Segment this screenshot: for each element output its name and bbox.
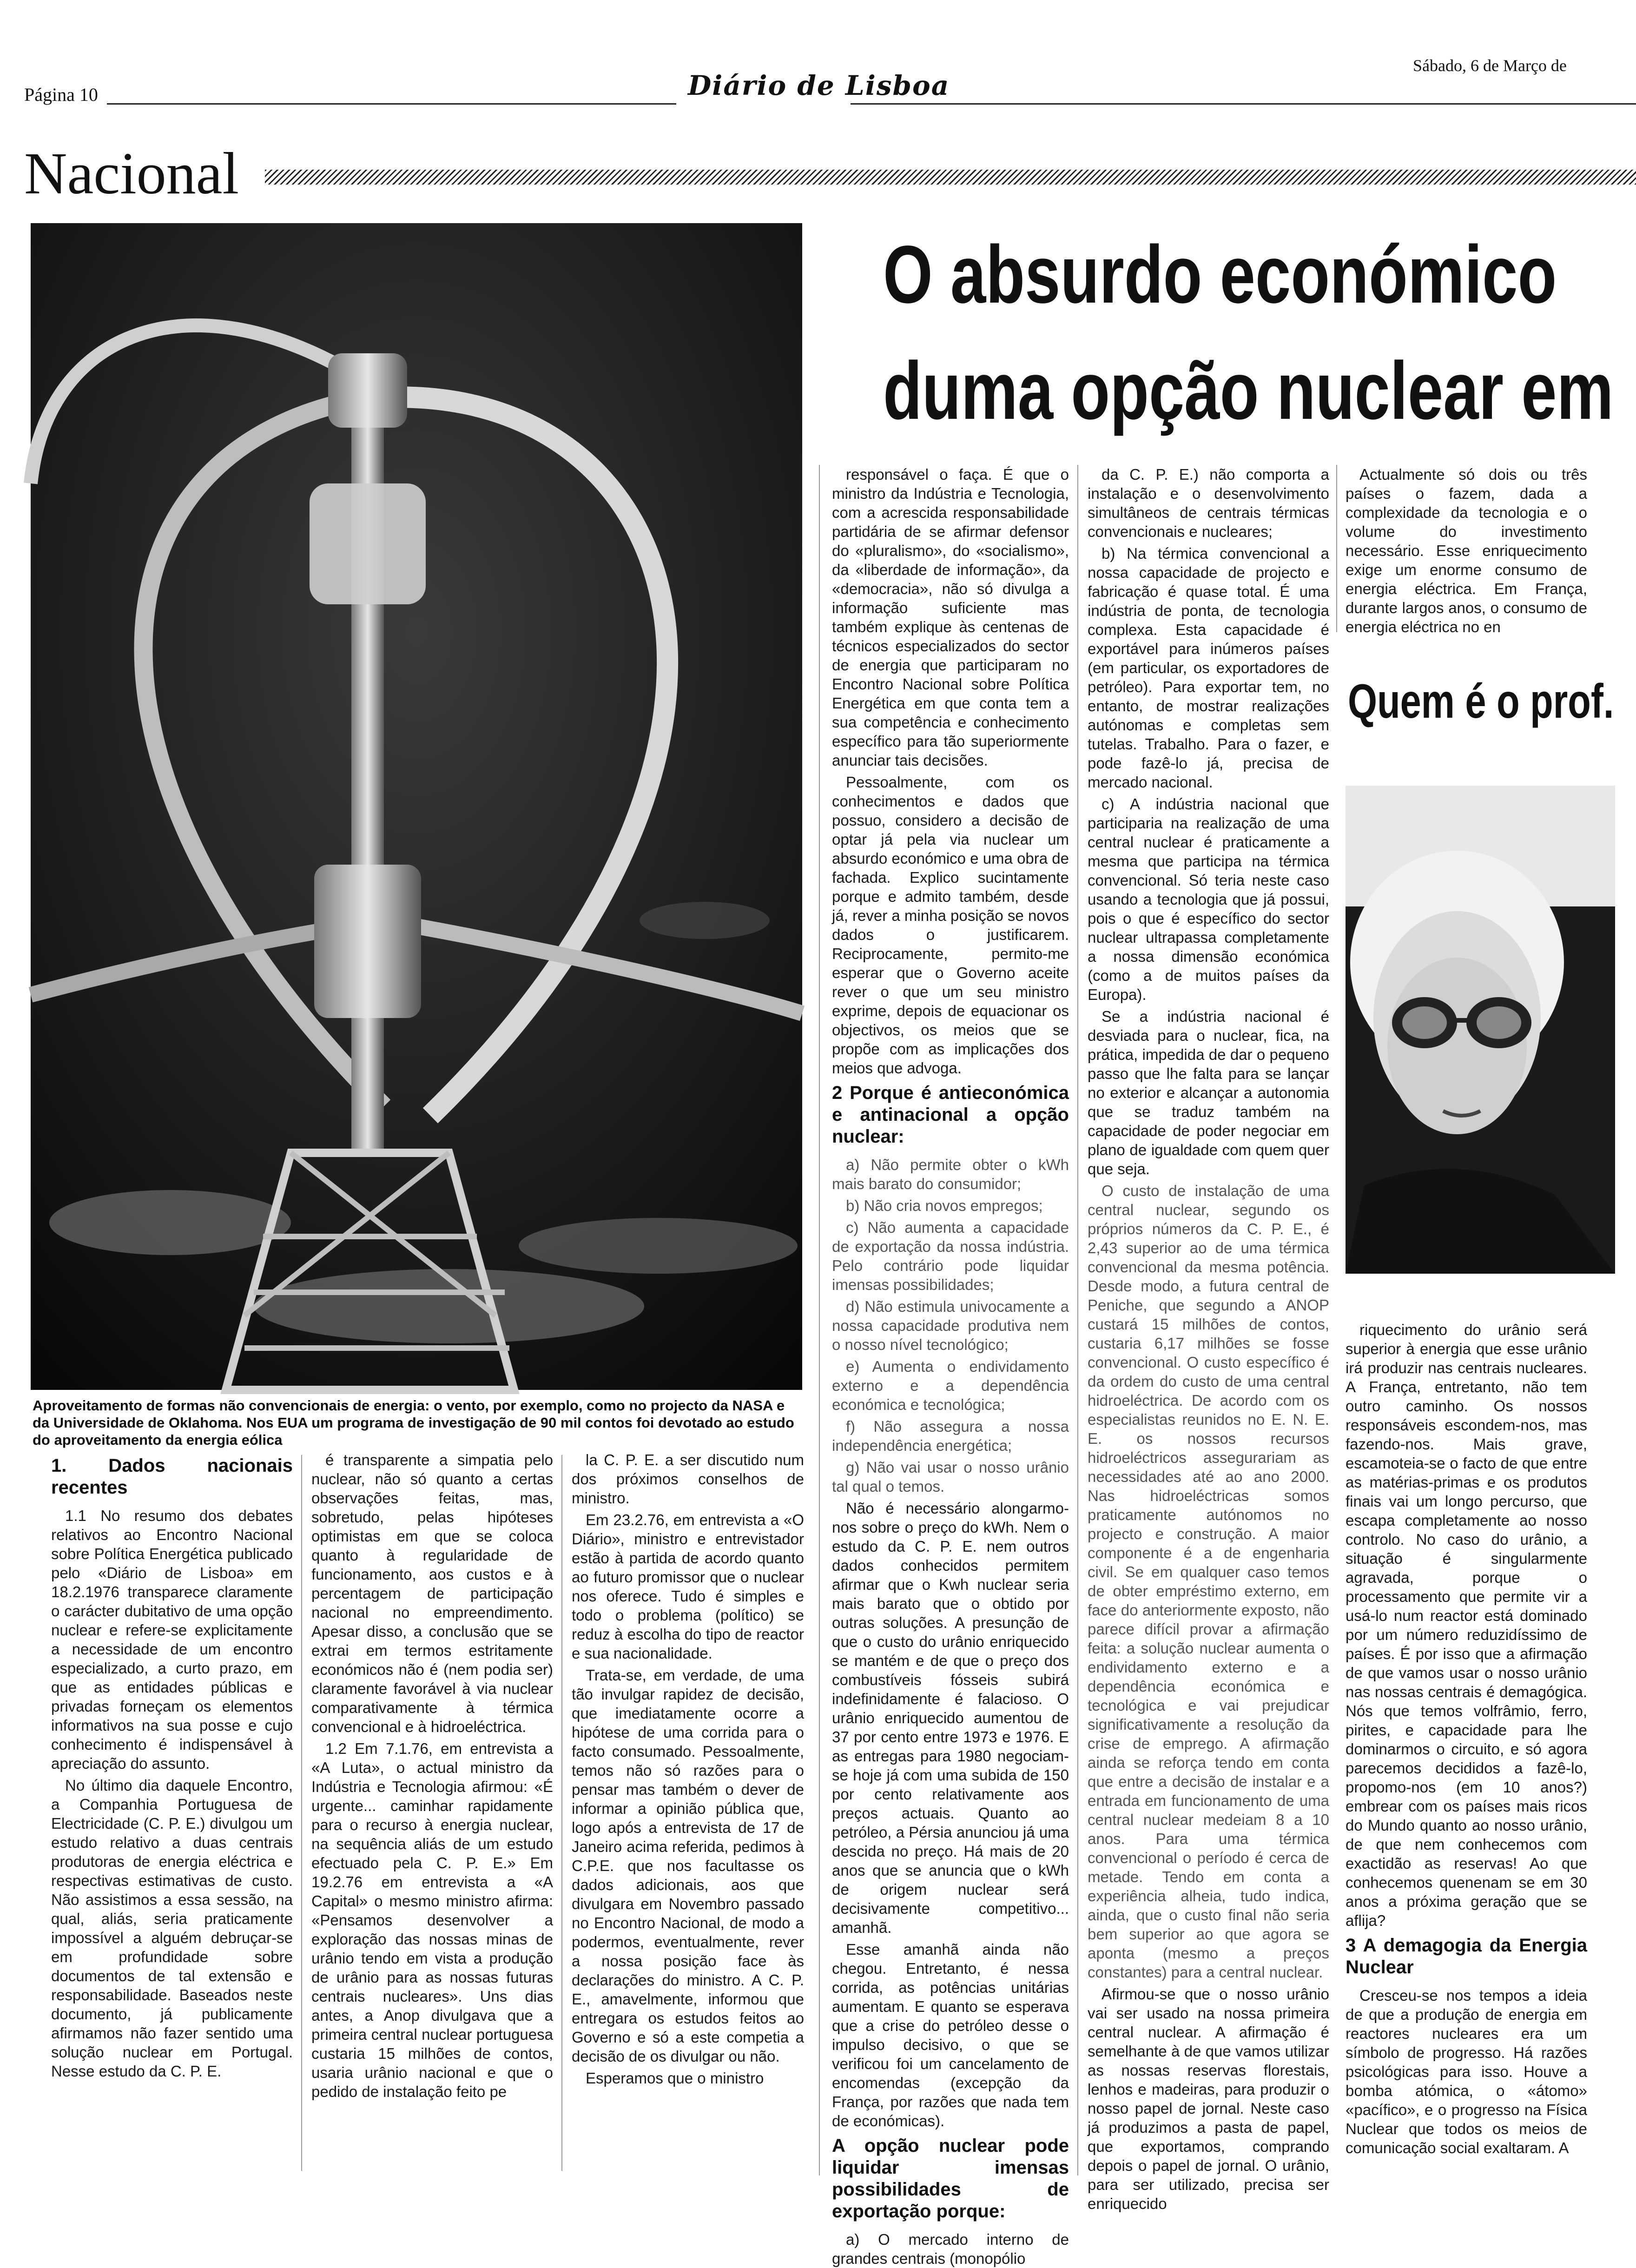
paragraph: 1.1 No resumo dos debates relativos ao Encontro Nacional sobre Política Energética publicado pelo «Diário de Lisboa» em 18.2.1976 transparece claramente o carácter dubitativo de uma opção nuclear e refere-se explicitamente a necessidade de um encontro especializado, a curto prazo, em que as entidades públicas e privadas forneçam os elementos informativos na sua posse e cujo conhecimento é indispensável à apreciação do assunto. <box>51 1507 293 1772</box>
list-item: b) Não cria novos empregos; <box>846 1197 1043 1214</box>
paragraph: Esperamos que o ministro <box>586 2070 764 2087</box>
paragraph: Trata-se, em verdade, de uma tão invulgar rapidez de decisão, que imediatamente ocorre a hipótese de uma corrida para o facto consumado. Pessoalmente, temos não só razões para o pensar mas também o dever de informar a opinião pública que, logo após a entrevista de 17 de Janeiro acima referida, pedimos à C.P.E. que nos facultasse os dados adicionais, aos que divulgara em Novembro passado no Encontro Nacional, de modo a podermos, eventualmente, rever a nossa posição face às declarações do ministro. A C. P. E., amavelmente, informou que entregara os estudos feitos ao Governo e só a este competia a decisão de os divulgar ou não. <box>572 1666 804 2065</box>
column-divider <box>561 1455 562 2171</box>
paragraph: c) A indústria nacional que participaria na realização de uma central nuclear é praticamente a mesma que participa na térmica convencional. Só teria neste caso usando a tecnologia que já possui, pois o que é específico do sector nuclear ultrapassa completamente a nossa dimensão económica (como a de muitos países da Europa). <box>1088 795 1329 1003</box>
paragraph: b) Na térmica convencional a nossa capacidade de projecto e fabricação é quase total. É uma indústria de ponta, de tecnologia complexa. Esta capacidade é exportável para inúmeros países (em particular, os exportadores de petróleo). Para exportar tem, no entanto, de mostrar realizações autónomas e completas sem tutelas. Trabalho. Para o fazer, e pode fazê-lo já, precisa de mercado nacional. <box>1088 545 1329 791</box>
column-6-bottom <box>1346 1320 1587 2175</box>
headline-line-1: O absurdo económico <box>883 229 1557 320</box>
list-item: c) Não aumenta a capacidade de exportação da nossa indústria. Pelo contrário pode liquidar imensas possibilidades; <box>832 1219 1069 1293</box>
column-6-top <box>1346 465 1587 635</box>
sidebar-headline: Quem é o prof. <box>1348 674 1614 728</box>
column-2 <box>311 1450 553 2175</box>
paragraph: No último dia daquele Encontro, a Companhia Portuguesa de Electricidade (C. P. E.) divulgou um estudo relativo a duas centrais produtoras de energia eléctrica e respectivas estimativas de custo. Não assistimos a essa sessão, na qual, aliás, seria praticamente impossível a alguém debruçar-se em profundidade sobre documentos de tal extensão e responsabilidade. Baseados neste documento, já publicamente afirmamos não fazer sentido uma solução nuclear em Portugal. Nesse estudo da C. P. E. <box>51 1777 293 2080</box>
paragraph: Cresceu-se nos tempos a ideia de que a produção de energia em reactores nucleares era um símbolo de progresso. Há razões psicológicas para isso. Houve a bomba atómica, o «átomo» «pacífico», e o progresso na Física Nuclear que todos os meios de comunicação social exaltaram. A <box>1346 1987 1587 2156</box>
paragraph: a) O mercado interno de grandes centrais (monopólio <box>832 2231 1069 2267</box>
column-3 <box>572 1450 804 2175</box>
paragraph: Não é necessário alongarmo-nos sobre o preço do kWh. Nem o estudo da C. P. E. nem outros dados conhecidos permitem afirmar que o Kwh nuclear seria mais barato que o obtido por outras soluções. A presunção de que o custo do urânio enriquecido se mantém e de que o preço dos combustíveis fósseis subirá indefinidamente é falacioso. O urânio enriquecido aumentou de 37 por cento entre 1973 e 1976. E as entregas para 1980 negociam-se hoje já com uma subida de 150 por cento relativamente aos preços actuais. Quanto ao petróleo, a Pérsia anunciou já uma descida no preço. Há mais de 20 anos que se anuncia que o kWh de origem nuclear será decisivamente competitivo... amanhã. <box>832 1500 1069 1936</box>
list-item: g) Não vai usar o nosso urânio tal qual o temos. <box>832 1459 1069 1495</box>
paragraph: 1.2 Em 7.1.76, em entrevista a «A Luta», o actual ministro da Indústria e Tecnologia afirmou: «É urgente... caminhar rapidamente para o recurso à energia nuclear, na sequência aliás de um estudo efectuado pela C. P. E.» Em 19.2.76 em entrevista a «A Capital» o mesmo ministro afirma: «Pensamos desenvolver a exploração das nossas minas de urânio tendo em vista a produção de urânio para as nossas futuras centrais nucleares». Uns dias antes, a Anop divulgava que a primeira central nuclear portuguesa custaria 15 milhões de contos, usaria urânio nacional e que o pedido de instalação feito pe <box>311 1740 553 2100</box>
paragraph: Pessoalmente, com os conhecimentos e dados que possuo, considero a decisão de optar já pela via nuclear um absurdo económico e uma obra de fachada. Explico sucintamente porque e admito também, desde já, rever a minha posição se novos dados o justificarem. Reciprocamente, permito-me esperar que o Governo aceite rever o que um seu ministro exprime, depois de equacionar os objectivos, os meios que se propõe com as implicações dos meios que advoga. <box>832 774 1069 1077</box>
wind-turbine-photo <box>31 223 802 1390</box>
paragraph: riquecimento do urânio será superior à energia que esse urânio irá produzir nas centrais nucleares. A França, entretanto, não tem outro caminho. Os nossos responsáveis escondem-nos, mas fazendo-nos. Mais grave, escamoteia-se o facto de que entre as matérias-primas e os produtos finais vai um longo percurso, que escapa completamente ao nosso controlo. No caso do urânio, a situação é singularmente agravada, porque o processamento que permite vir a usá-lo num reactor está dominado por um número reduzidíssimo de países. É por isso que a afirmação de que vamos usar o nosso urânio nas nossas centrais é demagógica. Nós que temos volfrâmio, ferro, pirites, e capacidade para lhe dominarmos o circuito, e só agora parecemos decididos a fazê-lo, propomo-nos (em 10 anos?) embrear com os países mais ricos do Mundo quanto ao nosso urânio, de que nem conhecemos com exactidão as reservas! Ao que conhecemos quenenam se em 30 anos a próxima geração que se aflija? <box>1346 1321 1587 1929</box>
issue-date: Sábado, 6 de Março de <box>1413 56 1567 75</box>
masthead <box>0 0 1636 121</box>
paragraph: responsável o faça. É que o ministro da Indústria e Tecnologia, com a acrescida responsabilidade partidária de se afirmar defensor do «pluralismo», do «socialismo», da «liberdade de informação», da «democracia», não só divulga a informação suficiente mas também explique às centenas de técnicos especializados do sector de energia que participaram no Encontro Nacional sobre Política Energética em que conta tem a sua competência e conhecimento específico para tão superiormente anunciar tais decisões. <box>832 466 1069 769</box>
column-5 <box>1088 465 1329 2212</box>
section-hatch-rule <box>265 170 1636 185</box>
paragraph: la C. P. E. a ser discutido num dos próximos conselhos de ministro. <box>572 1451 804 1507</box>
section-title: Nacional <box>24 140 239 206</box>
paragraph: Se a indústria nacional é desviada para o nuclear, fica, na prática, impedida de dar o pequeno passo que lhe falta para se lançar no exterior e alcançar a autonomia que se traduz também na capacidade de poder negociar em plano de igualdade com quem quer que seja. <box>1088 1008 1329 1177</box>
paragraph: da C. P. E.) não comporta a instalação e o desenvolvimento simultâneos de centrais térmicas convencionais e nucleares; <box>1088 466 1329 540</box>
page-number: Página 10 <box>24 84 98 105</box>
masthead-rule-right <box>851 103 1636 105</box>
column-divider <box>1077 465 1078 2175</box>
headline-line-2: duma opção nuclear em <box>883 345 1614 436</box>
section-1-title: 1. Dados nacionais recentes <box>51 1455 293 1498</box>
portrait-photo <box>1346 786 1615 1274</box>
column-divider <box>819 465 820 2175</box>
section-3-title: 3 A demagogia da Energia Nuclear <box>1346 1935 1587 1977</box>
column-divider <box>1336 465 1337 632</box>
list-item: f) Não assegura a nossa independência energética; <box>832 1418 1069 1454</box>
newspaper-title: Diário de Lisboa <box>688 70 950 101</box>
paragraph: é transparente a simpatia pelo nuclear, não só quanto a certas observações feitas, mas, sobretudo, pelas hipóteses optimistas em que se coloca quanto à regularidade de funcionamento, aos custos e à percentagem de participação nacional no empreendimento. Apesar disso, a conclusão que se extrai em termos estritamente económicos não é (nem podia ser) claramente favorável à via nuclear comparativamente à térmica convencional e à hidroeléctrica. <box>311 1451 553 1735</box>
paragraph: O custo de instalação de uma central nuclear, segundo os próprios números da C. P. E., é 2,43 superior ao de uma térmica convencional da mesma potência. Desde modo, a futura central de Peniche, que segundo a ANOP custará 15 milhões de contos, custaria 6,17 milhões se fosse convencional. O custo específico é da ordem do custo de uma central hidroeléctrica. De acordo com os especialistas reunidos no E. N. E. E. os nossos recursos hidroeléctricos assegurariam as necessidades até ao ano 2000. Nas hidroeléctricas somos praticamente autónomos no projecto e construção. A maior componente é a de engenharia civil. Se em qualquer caso temos de obter empréstimo externo, em face do anteriormente exposto, não parece difícil provar a afirmação feita: a solução nuclear aumenta o endividamento externo e a dependência económica e tecnológica e vai prejudicar significativamente a resolução da crise de emprego. A afirmação ainda se reforça tendo em conta que entre a decisão de instalar e a entrada em funcionamento de uma central nuclear medeiam 8 a 10 anos. Para uma térmica convencional o período é cerca de metade. Tendo em conta a experiência alheia, tudo indica, ainda, que o custo final não seria bem superior ao que agora se aponta (mesmo a preços constantes) para a central nuclear. <box>1088 1182 1329 1981</box>
column-4 <box>832 465 1069 2267</box>
list-item: e) Aumenta o endividamento externo e a dependência económica e tecnológica; <box>832 1358 1069 1413</box>
masthead-rule-left <box>107 103 676 105</box>
column-1 <box>51 1450 293 2175</box>
column-divider <box>301 1455 302 2171</box>
section-2b-title: A opção nuclear pode liquidar imensas possibilidades de exportação porque: <box>832 2136 1069 2222</box>
list-item: d) Não estimula univocamente a nossa capacidade produtiva nem o nosso nível tecnológico; <box>832 1298 1069 1353</box>
paragraph: Esse amanhã ainda não chegou. Entretanto, é nessa corrida, as potências unitárias aumentam. E quanto se esperava que a crise do petróleo desse o impulso decisivo, o que se verificou foi um cancelamento de encomendas (excepção da França, por razões que nada tem de económicas). <box>832 1941 1069 2129</box>
paragraph: Afirmou-se que o nosso urânio vai ser usado na nossa primeira central nuclear. A afirmação é semelhante à de que vamos utilizar as nossas reservas florestais, lenhos e madeiras, para produzir o nosso papel de jornal. Neste caso já produzimos a pasta de papel, que exportamos, comprando depois o papel de jornal. O urânio, para ser utilizado, precisa ser enriquecido <box>1088 1985 1329 2212</box>
paragraph: Actualmente só dois ou três países o fazem, dada a complexidade da tecnologia e o volume do investimento necessário. Esse enriquecimento exige um enorme consumo de energia eléctrica. Em França, durante largos anos, o consumo de energia eléctrica no en <box>1346 466 1587 635</box>
list-item: a) Não permite obter o kWh mais barato do consumidor; <box>832 1156 1069 1192</box>
photo-caption: Aproveitamento de formas não convencionais de energia: o vento, por exemplo, como no projecto da NASA e da Universidade de Oklahoma. Nos EUA um programa de investigação de 90 mil contos foi devotado ao estudo do aproveitamento da energia eólica <box>33 1397 794 1448</box>
paragraph: Em 23.2.76, em entrevista a «O Diário», ministro e entrevistador estão à partida de acordo quanto ao futuro promissor que o nuclear nos oferece. Tudo é simples e todo o problema (político) se reduz à escolha do tipo de reactor e sua nacionalidade. <box>572 1511 804 1662</box>
section-2-title: 2 Porque é antieconómica e antinacional a opção nuclear: <box>832 1083 1069 1147</box>
